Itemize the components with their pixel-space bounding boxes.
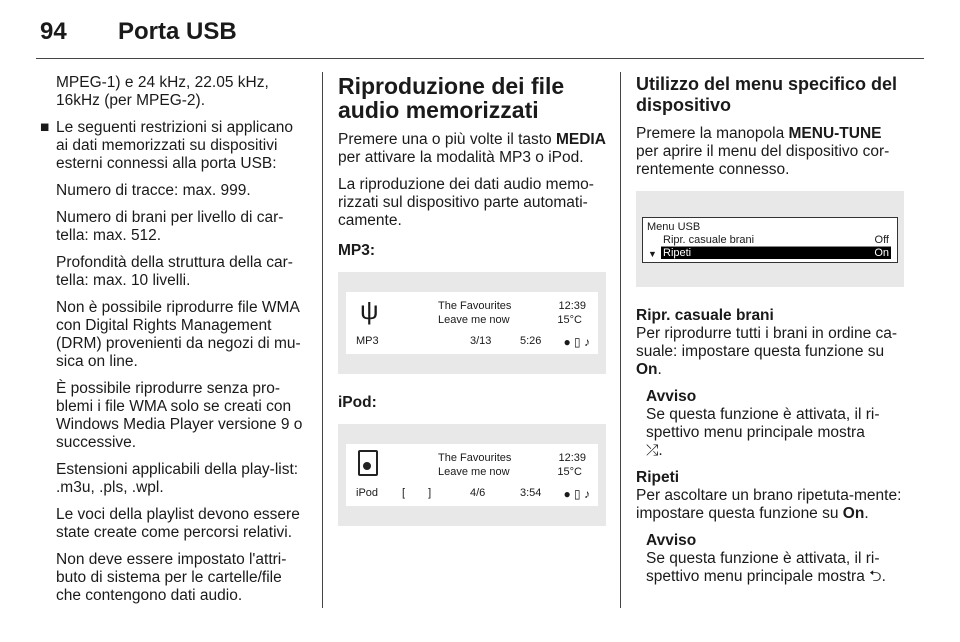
note-title: Avviso [646, 532, 697, 549]
column-2 [338, 74, 606, 546]
playlist-paths-text: Le voci della playlist devono essere state create come percorsi relativi. [56, 506, 300, 541]
display-track: 3/13 [470, 335, 492, 347]
ipod-display [346, 444, 598, 506]
display-artist: The Favourites [438, 300, 512, 312]
arrow-down-icon: ▼ [648, 249, 657, 259]
mp3-display-figure [338, 272, 606, 374]
bullet-item-restrictions [38, 119, 308, 173]
mp3-label: MP3: [338, 242, 376, 259]
display-brackets: [ ] [402, 487, 442, 499]
section-heading-menu: Utilizzo del menu specifico del dispositivo [636, 74, 898, 115]
ipod-icon [358, 450, 378, 476]
restrictions-text: Le seguenti restrizioni si applicano ai dati memorizzati su dispositivi esterni connessi alla porta USB: [56, 119, 293, 172]
shuffle-icon: ⤮ [646, 442, 659, 459]
shuffle-title: Ripr. casuale brani [636, 307, 774, 324]
menu-row-label: Ripeti [663, 247, 692, 259]
menu-tune-key-label: MENU-TUNE [788, 125, 882, 142]
wma-text: È possibile riprodurre senza pro-blemi i file WMA solo se creati con Windows Media Player versione 9 o successive. [56, 380, 303, 451]
menu-row-repeat [661, 247, 891, 259]
note-shuffle [636, 388, 904, 460]
menu-title: Menu USB [647, 221, 701, 233]
drm-text: Non è possibile riprodurre file WMA con Digital Rights Management (DRM) provenienti da negozi di mu-sica on line. [56, 299, 301, 370]
header-rule [36, 58, 924, 59]
note-repeat [636, 532, 904, 586]
display-temp: 15°C [557, 466, 582, 478]
column-divider-1 [322, 72, 323, 608]
column-1 [38, 74, 308, 614]
usb-menu-figure [636, 191, 904, 287]
usb-menu [642, 217, 898, 263]
bullet-icon: ■ [40, 119, 50, 136]
display-source: MP3 [356, 335, 379, 347]
display-track: 4/6 [470, 487, 486, 499]
display-temp: 15°C [557, 314, 582, 326]
note-text: Se questa funzione è attivata, il ri-spettivo menu principale mostra ⤮. [646, 406, 880, 459]
max-songs-text: Numero di brani per livello di car-tella: max. 512. [56, 209, 284, 244]
status-icons: ● ▯ ♪ [563, 487, 590, 501]
autoplay-text: La riproduzione dei dati audio memo-rizzati sul dispositivo parte automati-camente. [338, 176, 594, 229]
max-tracks-text: Numero di tracce: max. 999. [56, 182, 251, 199]
display-artist: The Favourites [438, 452, 512, 464]
menu-row-label: Ripr. casuale brani [663, 234, 755, 246]
page-title: Porta USB [118, 18, 237, 45]
mpeg-text: MPEG-1) e 24 kHz, 22.05 kHz, 16kHz (per MPEG-2). [56, 74, 269, 109]
menu-row-shuffle [661, 234, 891, 247]
repeat-icon: ⮌ [869, 568, 882, 585]
display-time: 3:54 [520, 487, 542, 499]
ipod-label: iPod: [338, 394, 377, 411]
note-title: Avviso [646, 388, 697, 405]
menu-row-value: Off [874, 234, 889, 246]
display-song: Leave me now [438, 314, 510, 326]
media-instruction: Premere una o più volte il tasto MEDIA per attivare la modalità MP3 o iPod. [338, 131, 606, 166]
ipod-display-figure [338, 424, 606, 526]
display-song: Leave me now [438, 466, 510, 478]
page-number: 94 [40, 18, 67, 45]
repeat-text: Per ascoltare un brano ripetuta-mente: impostare questa funzione su On. [636, 487, 902, 522]
display-clock: 12:39 [558, 452, 586, 464]
column-3 [636, 74, 904, 595]
mp3-display [346, 292, 598, 354]
shuffle-text: Per riprodurre tutti i brani in ordine ca-suale: impostare questa funzione su On. [636, 325, 898, 378]
usb-icon: ψ [360, 295, 379, 325]
playlist-ext-text: Estensioni applicabili della play-list: .m3u, .pls, .wpl. [56, 461, 299, 496]
system-attr-text: Non deve essere impostato l'attri-buto di sistema per le cartelle/file che contengono dati audio. [56, 551, 287, 604]
menu-row-value: On [874, 247, 889, 259]
display-source: iPod [356, 487, 379, 499]
column-divider-2 [620, 72, 621, 608]
menu-tune-instruction: Premere la manopola MENU-TUNE per aprire il menu del dispositivo cor-rentemente connesso. [636, 125, 890, 178]
display-time: 5:26 [520, 335, 542, 347]
display-clock: 12:39 [558, 300, 586, 312]
folder-depth-text: Profondità della struttura della car-tella: max. 10 livelli. [56, 254, 293, 289]
note-text: Se questa funzione è attivata, il ri-spettivo menu principale mostra ⮌. [646, 550, 886, 585]
media-key-label: MEDIA [555, 131, 606, 148]
repeat-title: Ripeti [636, 469, 680, 486]
section-heading-playback: Riproduzione dei file audio memorizzati [338, 73, 565, 123]
status-icons: ● ▯ ♪ [563, 335, 590, 349]
